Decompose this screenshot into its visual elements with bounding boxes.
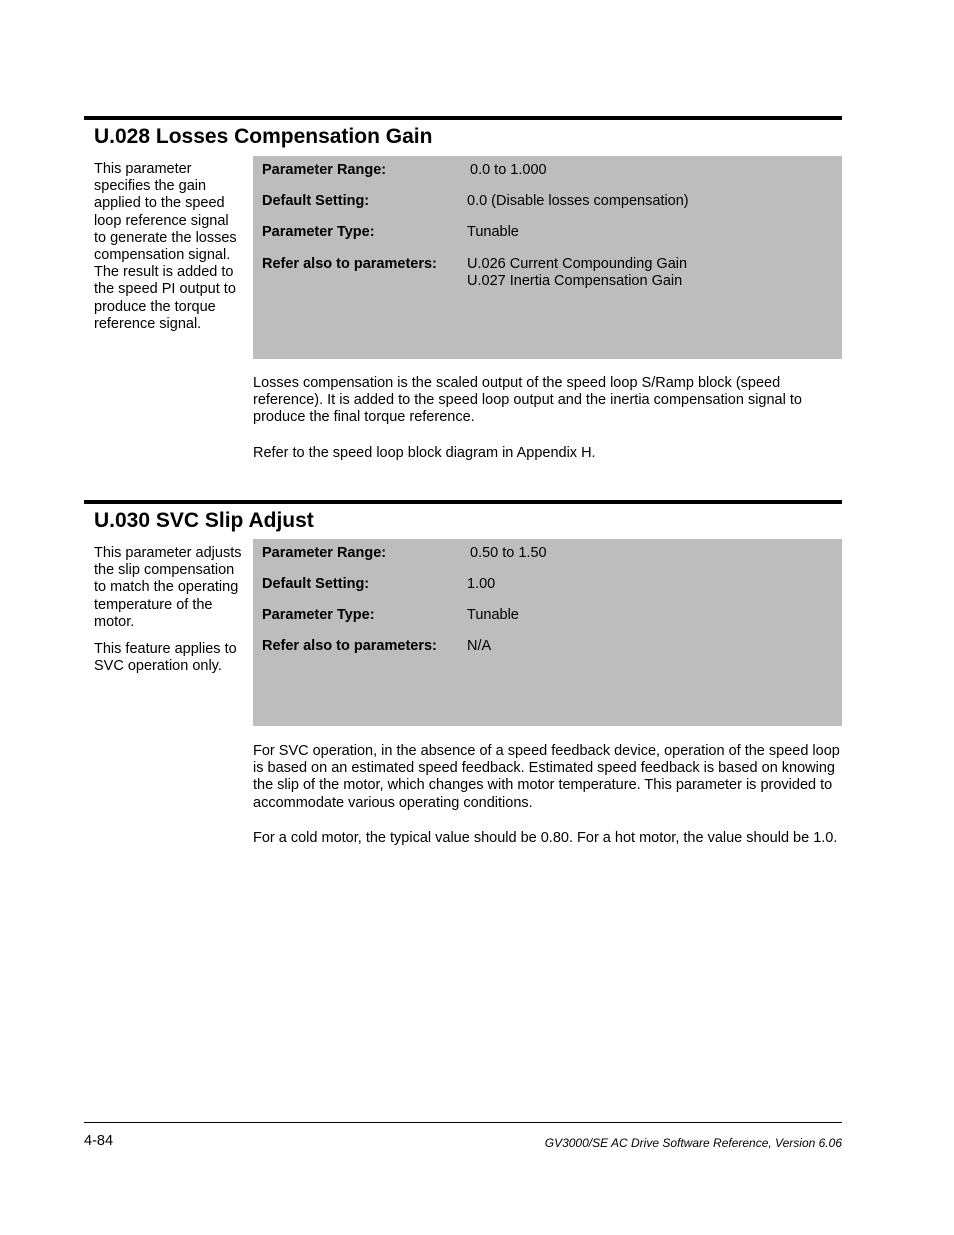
- param-label: Parameter Range:: [262, 545, 387, 561]
- section-u030: [84, 500, 842, 846]
- param-value: 0.0 to 1.000: [470, 162, 547, 178]
- section-title: U.030 SVC Slip Adjust: [94, 509, 314, 532]
- section-body: [253, 375, 842, 480]
- body-paragraph: Losses compensation is the scaled output of the speed loop S/Ramp block (speed reference). It is added to the speed loop output and the inertia compensation signal to produce the final torque reference.: [253, 375, 802, 426]
- description-paragraph: This parameter adjusts the slip compensation to match the operating temperature of the motor.: [94, 545, 242, 630]
- body-paragraph: For a cold motor, the typical value should be 0.80. For a hot motor, the value should be 1.0.: [253, 829, 838, 846]
- section-u028: [84, 116, 842, 461]
- param-value: 0.50 to 1.50: [470, 545, 547, 561]
- param-label: Parameter Type:: [262, 607, 375, 623]
- param-label: Parameter Type:: [262, 224, 375, 240]
- description-paragraph: This feature applies to SVC operation only.: [94, 641, 237, 675]
- parameter-table: [253, 539, 842, 726]
- param-value: Tunable: [467, 224, 519, 240]
- body-paragraph: For SVC operation, in the absence of a speed feedback device, operation of the speed loop is based on an estimated speed feedback. Estimated speed feedback is based on knowing the slip of the motor, which changes with motor temperature. This parameter is provided to accommodate various operating conditions.: [253, 743, 840, 811]
- parameter-description: [94, 161, 244, 343]
- parameter-description: [94, 545, 244, 685]
- section-title: U.028 Losses Compensation Gain: [94, 125, 433, 148]
- param-value: U.026 Current Compounding Gain: [467, 256, 688, 272]
- document-title: GV3000/SE AC Drive Software Reference, Version 6.06: [544, 1136, 842, 1150]
- param-value: N/A: [467, 638, 492, 654]
- body-paragraph: Refer to the speed loop block diagram in Appendix H.: [253, 444, 596, 461]
- footer-rule: [84, 1122, 842, 1123]
- param-label: Parameter Range:: [262, 162, 387, 178]
- section-rule: [84, 500, 842, 504]
- param-value: 0.0 (Disable losses compensation): [467, 193, 689, 209]
- param-value: 1.00: [467, 576, 496, 592]
- param-label: Refer also to parameters:: [262, 638, 437, 654]
- parameter-table: [253, 156, 842, 359]
- section-rule: [84, 116, 842, 120]
- param-value-2: U.027 Inertia Compensation Gain: [467, 273, 683, 289]
- page-number: 4-84: [84, 1133, 114, 1149]
- section-body: [253, 743, 842, 865]
- description-paragraph: This parameter specifies the gain applied to the speed loop reference signal to generate the losses compensation signal. The result is added to the speed PI output to produce the torque reference signal.: [94, 161, 237, 332]
- param-label: Refer also to parameters:: [262, 256, 437, 272]
- param-label: Default Setting:: [262, 576, 370, 592]
- param-label: Default Setting:: [262, 193, 370, 209]
- param-value: Tunable: [467, 607, 519, 623]
